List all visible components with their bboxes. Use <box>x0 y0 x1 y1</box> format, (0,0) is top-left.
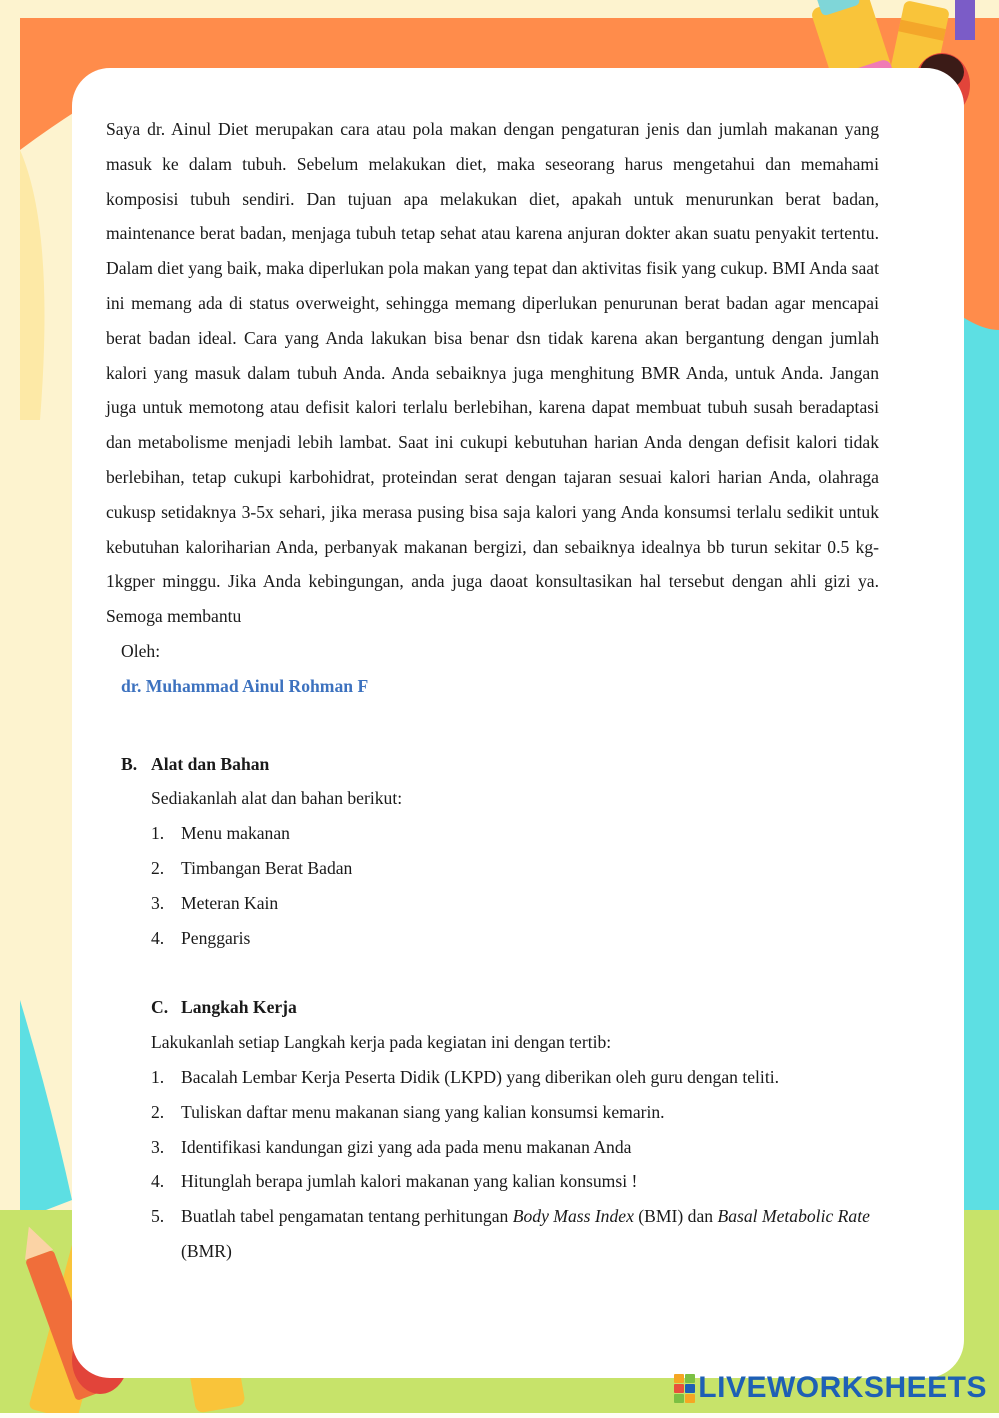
list-item-text: Meteran Kain <box>181 892 279 913</box>
list-item-number: 3. <box>151 892 165 913</box>
list-item <box>151 1199 879 1269</box>
list-item-number: 2. <box>151 857 165 878</box>
section-b-lead: Sediakanlah alat dan bahan berikut: <box>151 788 403 809</box>
tools-list <box>106 816 879 955</box>
list-item <box>151 1164 879 1199</box>
section-c-title: Langkah Kerja <box>181 997 297 1018</box>
section-b-letter: B. <box>121 753 138 774</box>
logo-grid-icon <box>674 1374 695 1403</box>
list-item-number: 5. <box>151 1206 165 1227</box>
list-item-number: 1. <box>151 1066 165 1087</box>
list-item <box>151 1130 879 1165</box>
list-item <box>151 851 879 886</box>
liveworksheets-logo <box>674 1371 987 1405</box>
step5-text-part3: (BMR) <box>181 1240 232 1261</box>
step5-italic-bmi: Body Mass Index <box>512 1206 634 1227</box>
by-label: Oleh: <box>121 640 161 661</box>
list-item-text: Timbangan Berat Badan <box>181 857 353 878</box>
list-item-text <box>181 1199 879 1269</box>
list-item <box>151 921 879 956</box>
list-item-text: Penggaris <box>181 927 251 948</box>
logo-text: LIVEWORKSHEETS <box>698 1371 987 1404</box>
intro-paragraph: Saya dr. Ainul Diet merupakan cara atau pola makan dengan pengaturan jenis dan jumlah makanan yang masuk ke dalam tubuh. Sebelum melakukan diet, maka seseorang harus mengetahui dan memahami komposisi tubuh sendiri. Dan tujuan apa melakukan diet, apakah untuk menurunkan berat badan, maintenance berat badan, menjaga tubuh tetap sehat atau karena anjuran dokter akan suatu penyakit tertentu. Dalam diet yang baik, maka diperlukan pola makan yang tepat dan aktivitas fisik yang cukup. BMI Anda saat ini memang ada di status overweight, sehingga memang diperlukan penurunan berat badan agar mencapai berat badan ideal. Cara yang Anda lakukan bisa benar dsn tidak karena akan bergantung dengan jumlah kalori yang masuk dalam tubuh Anda. Anda sebaiknya juga menghitung BMR Anda, untuk Anda. Jangan juga untuk memotong atau defisit kalori terlalu berlebihan, karena dapat membuat tubuh susah beradaptasi dan metabolisme menjadi lebih lambat. Saat ini cukupi kebutuhan harian Anda dengan defisit kalori tidak berlebihan, tetap cukupi karbohidrat, proteindan serat dengan tajaran sesuai kalori harian Anda, olahraga cukusp setidaknya 3-5x sehari, jika merasa pusing bisa saja kalori yang Anda konsumsi terlalu sedikit untuk kebutuhan kaloriharian Anda, perbanyak makanan bergizi, dan sebaiknya idealnya bb turun sekitar 0.5 kg-1kgper minggu. Jika Anda kebingungan, anda juga daoat konsultasikan hal tersebut dengan ahli gizi ya. Semoga membantu <box>106 119 879 627</box>
worksheet-content <box>106 112 879 1269</box>
list-item <box>151 1060 879 1095</box>
section-c-letter: C. <box>151 997 169 1018</box>
list-item-text: Tuliskan daftar menu makanan siang yang kalian konsumsi kemarin. <box>181 1101 665 1122</box>
list-item-number: 1. <box>151 823 165 844</box>
section-b-title: Alat dan Bahan <box>151 753 270 774</box>
step5-italic-bmr: Basal Metabolic Rate <box>717 1206 870 1227</box>
steps-list <box>106 1060 879 1269</box>
section-c-heading <box>106 990 879 1025</box>
list-item-number: 2. <box>151 1101 165 1122</box>
section-b-heading <box>106 747 879 782</box>
list-item-number: 3. <box>151 1136 165 1157</box>
list-item <box>151 816 879 851</box>
list-item-number: 4. <box>151 927 165 948</box>
author-name: dr. Muhammad Ainul Rohman F <box>121 675 369 696</box>
list-item <box>151 1095 879 1130</box>
list-item-text: Bacalah Lembar Kerja Peserta Didik (LKPD) yang diberikan oleh guru dengan teliti. <box>181 1066 779 1087</box>
section-c-lead: Lakukanlah setiap Langkah kerja pada kegiatan ini dengan tertib: <box>151 1032 612 1053</box>
step5-text-part2: (BMI) dan <box>633 1206 718 1227</box>
step5-text-part1: Buatlah tabel pengamatan tentang perhitungan <box>181 1206 513 1227</box>
list-item-text: Hitunglah berapa jumlah kalori makanan yang kalian konsumsi ! <box>181 1171 638 1192</box>
list-item-text: Menu makanan <box>181 823 290 844</box>
list-item <box>151 886 879 921</box>
list-item-number: 4. <box>151 1171 165 1192</box>
list-item-text: Identifikasi kandungan gizi yang ada pada menu makanan Anda <box>181 1136 632 1157</box>
